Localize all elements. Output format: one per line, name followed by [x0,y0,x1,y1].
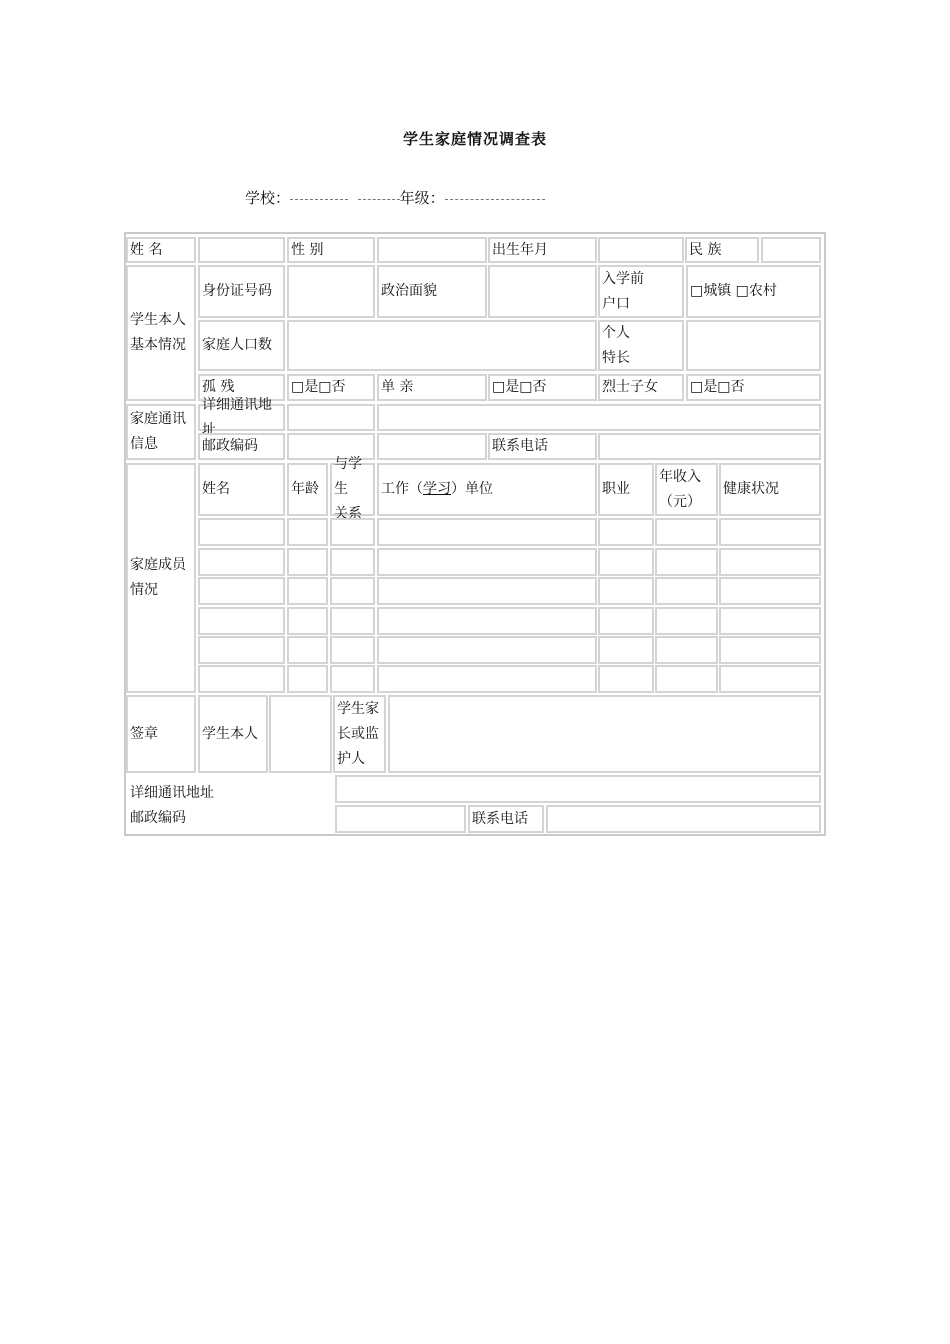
id-number-label: 身份证号码 [198,265,285,318]
school-label: 学校： [245,189,291,207]
member-row-6-relation[interactable] [330,665,375,693]
member-row-6-health[interactable] [719,665,821,693]
member-row-4-age[interactable] [287,607,328,635]
work-suffix: ）单位 [451,481,493,497]
member-row-2-income[interactable] [655,548,718,576]
family-members-section-label: 家庭成员 情况 [126,463,196,693]
member-row-4-income[interactable] [655,607,718,635]
talent-field[interactable] [686,320,821,371]
member-row-6-name[interactable] [198,665,285,693]
member-row-3-workplace[interactable] [377,577,597,605]
political-label: 政治面貌 [377,265,487,318]
member-income-header: 年收入 （元） [655,463,718,516]
member-row-2-health[interactable] [719,548,821,576]
gender-label: 性 别 [287,237,375,263]
guardian-signature-field[interactable] [388,695,821,773]
postcode-field-2[interactable] [377,433,487,460]
member-row-6-job[interactable] [598,665,654,693]
member-row-5-job[interactable] [598,636,654,664]
postcode-label: 邮政编码 [198,433,285,460]
basic-info-section-label: 学生本人 基本情况 [126,265,196,401]
member-job-header: 职业 [598,463,654,516]
orphan-disabled-label: 孤 残 [198,374,285,401]
birth-field[interactable] [598,237,684,263]
member-row-4-health[interactable] [719,607,821,635]
member-row-1-job[interactable] [598,518,654,546]
member-row-2-job[interactable] [598,548,654,576]
footer-phone-field[interactable] [546,805,821,833]
phone-field[interactable] [598,433,821,460]
member-row-1-income[interactable] [655,518,718,546]
footer-address-postcode-label: 详细通讯地址 邮政编码 [130,784,214,826]
id-number-field[interactable] [287,265,375,318]
member-row-3-name[interactable] [198,577,285,605]
address-field[interactable] [287,404,375,431]
member-row-2-name[interactable] [198,548,285,576]
school-blank[interactable] [290,199,348,200]
address-label: 详细通讯地址 [198,404,285,431]
ethnic-field[interactable] [761,237,821,263]
work-study-text: 学习 [423,481,451,497]
member-row-2-age[interactable] [287,548,328,576]
hukou-label: 入学前 户口 [598,265,684,318]
member-row-4-name[interactable] [198,607,285,635]
name-field[interactable] [198,237,285,263]
member-age-header: 年龄 [287,463,328,516]
member-row-3-relation[interactable] [330,577,375,605]
member-row-3-age[interactable] [287,577,328,605]
member-workplace-header [377,463,597,516]
member-row-5-age[interactable] [287,636,328,664]
member-row-4-job[interactable] [598,607,654,635]
member-row-4-relation[interactable] [330,607,375,635]
footer-address-field[interactable] [335,775,821,803]
member-row-5-relation[interactable] [330,636,375,664]
member-relation-header: 与学生 关系 [330,463,375,516]
member-row-5-health[interactable] [719,636,821,664]
talent-label: 个人 特长 [598,320,684,371]
footer-postcode-field[interactable] [335,805,466,833]
martyr-child-options[interactable]: □是□否 [686,374,821,401]
school-blank-2[interactable] [358,199,400,200]
guardian-signature-label: 学生家 长或监 护人 [333,695,386,773]
member-name-header: 姓名 [198,463,285,516]
ethnic-label: 民 族 [685,237,759,263]
grade-label: 年级： [399,189,445,207]
member-row-5-name[interactable] [198,636,285,664]
member-row-2-workplace[interactable] [377,548,597,576]
member-row-1-age[interactable] [287,518,328,546]
member-row-3-job[interactable] [598,577,654,605]
member-row-1-health[interactable] [719,518,821,546]
address-field-wide[interactable] [377,404,821,431]
martyr-child-label: 烈士子女 [598,374,684,401]
member-row-4-workplace[interactable] [377,607,597,635]
student-signature-label: 学生本人 [198,695,268,773]
member-row-6-age[interactable] [287,665,328,693]
hukou-options[interactable]: □城镇 □农村 [686,265,821,318]
member-row-5-workplace[interactable] [377,636,597,664]
school-grade-line [245,187,545,208]
student-signature-field[interactable] [269,695,332,773]
gender-field[interactable] [377,237,487,263]
grade-blank[interactable] [445,199,545,200]
orphan-disabled-options[interactable]: □是□否 [287,374,375,401]
single-parent-options[interactable]: □是□否 [488,374,597,401]
household-size-label: 家庭人口数 [198,320,285,371]
member-row-1-relation[interactable] [330,518,375,546]
member-row-1-name[interactable] [198,518,285,546]
member-row-6-workplace[interactable] [377,665,597,693]
phone-label: 联系电话 [488,433,597,460]
work-prefix: 工作（ [381,481,423,497]
member-row-6-income[interactable] [655,665,718,693]
political-field[interactable] [488,265,597,318]
member-health-header: 健康状况 [719,463,821,516]
member-row-5-income[interactable] [655,636,718,664]
footer-phone-label: 联系电话 [468,805,544,833]
page-title: 学生家庭情况调查表 [402,130,547,148]
member-row-1-workplace[interactable] [377,518,597,546]
signature-section-label: 签章 [126,695,196,773]
contact-section-label: 家庭通讯 信息 [126,404,196,460]
single-parent-label: 单 亲 [377,374,487,401]
household-size-field[interactable] [287,320,597,371]
member-row-3-income[interactable] [655,577,718,605]
member-row-2-relation[interactable] [330,548,375,576]
birth-label: 出生年月 [488,237,597,263]
member-row-3-health[interactable] [719,577,821,605]
name-label: 姓 名 [126,237,196,263]
